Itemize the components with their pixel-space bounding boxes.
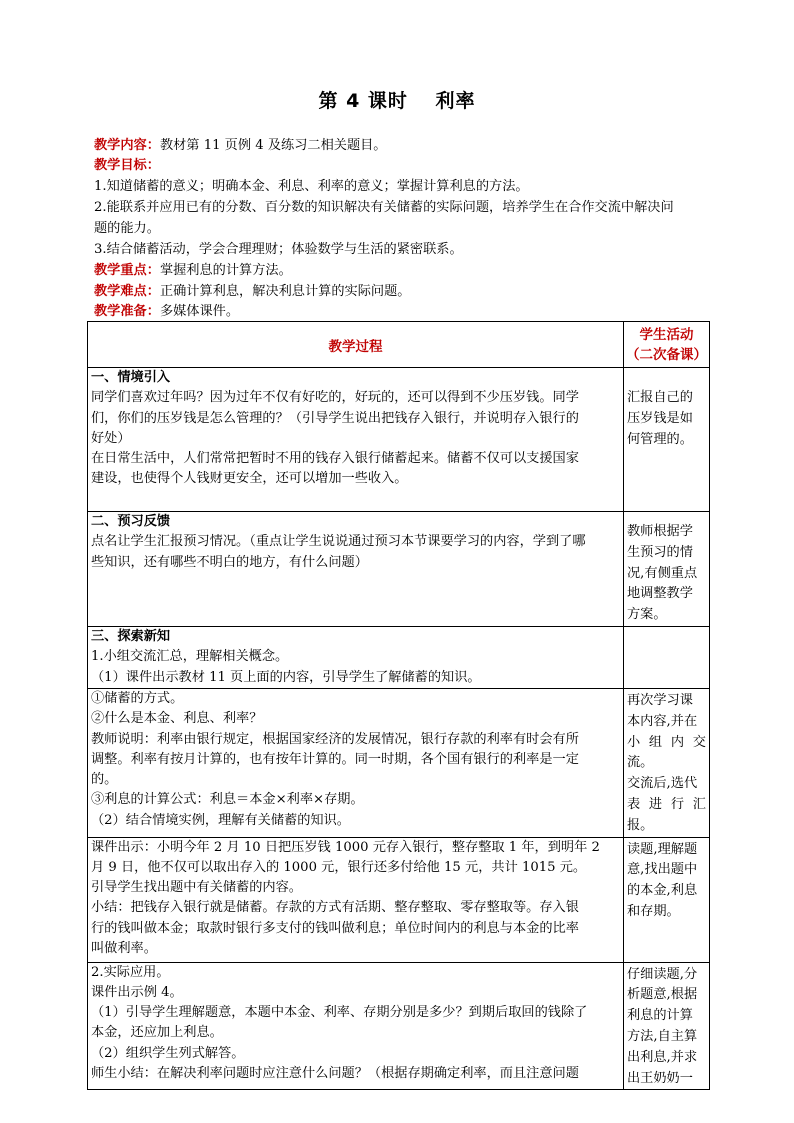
header-process: 教学过程 — [88, 322, 624, 368]
activity-line: 出利息,并求 — [627, 1049, 698, 1065]
section-3-activity-a — [624, 626, 710, 688]
goal-2a: 2.能联系并应用已有的分数、百分数的知识解决有关储蓄的实际问题，培养学生在合作交流中解决问 — [94, 200, 674, 215]
header-activity-line2: （二次备课） — [626, 346, 707, 363]
activity-line: 表进行汇报。 — [627, 796, 706, 833]
section-3-cell-c — [88, 837, 624, 962]
goal-3: 3.结合储蓄活动，学会合理理财；体验数学与生活的紧密联系。 — [94, 242, 463, 257]
section-3-activity-b — [624, 688, 710, 837]
section-1-line: 在日常生活中，人们常常把暂时不用的钱存入银行储蓄起来。储蓄不仅可以支援国家 — [91, 451, 579, 467]
activity-line: 和存期。 — [627, 903, 680, 919]
section-3-line: ②什么是本金、利息、利率？ — [91, 711, 263, 727]
table-row — [88, 962, 710, 1090]
section-2-activity — [624, 512, 710, 627]
activity-line: 小组内交流。 — [627, 734, 706, 771]
section-3-line: （1）课件出示教材 11 页上面的内容，引导学生了解储蓄的知识。 — [91, 669, 481, 685]
table-row — [88, 512, 710, 627]
activity-line: 教师根据学 — [627, 524, 693, 539]
section-3-line: （2）结合情境实例，理解有关储蓄的知识。 — [91, 812, 350, 828]
lesson-table — [87, 321, 710, 1090]
section-3-line: 教师说明：利率由银行规定，根据国家经济的发展情况，银行存款的利率有时会有所 — [91, 731, 579, 747]
section-2-line: 些知识，还有哪些不明白的地方，有什么问题） — [91, 554, 368, 570]
content-text: 教材第 11 页例 4 及练习二相关题目。 — [159, 138, 387, 153]
goals-label: 教学目标： — [94, 158, 160, 173]
activity-line: 压岁钱是如 — [627, 410, 693, 426]
activity-line: 意,找出题中 — [627, 862, 698, 878]
activity-line: 仔细读题,分 — [627, 966, 698, 982]
prep-text: 多媒体课件。 — [159, 304, 240, 319]
section-3-line: 调整。利率有按月计算的，也有按年计算的。同一时期，各个国有银行的利率是一定 — [91, 751, 579, 767]
prep-line — [94, 302, 714, 321]
section-1-heading: 一、情境引入 — [91, 370, 171, 385]
section-3-line: 月 9 日，他不仅可以取出存入的 1000 元，银行还多付给他 15 元，共计 1015 元。 — [91, 859, 587, 875]
activity-line: 何管理的。 — [627, 431, 693, 447]
prep-label: 教学准备： — [94, 304, 160, 319]
activity-line: 交流后,选代 — [627, 776, 698, 792]
section-3-line: ③利息的计算公式：利息＝本金×利率×存期。 — [91, 792, 364, 808]
difficulty-text: 正确计算利息，解决利息计算的实际问题。 — [159, 284, 411, 299]
activity-line: 方案。 — [627, 607, 667, 623]
section-3-cell-b — [88, 688, 624, 837]
key-line — [94, 261, 714, 280]
section-3-line: ①储蓄的方式。 — [91, 690, 184, 706]
section-3-line: 1.小组交流汇总，理解相关概念。 — [91, 649, 289, 665]
table-row — [88, 688, 710, 837]
header-activity-line1: 学生活动 — [639, 326, 694, 343]
section-3-line: 师生小结：在解决利率问题时应注意什么问题？（根据存期确定利率，而且注意问题 — [91, 1066, 579, 1082]
table-row — [88, 368, 710, 512]
section-2-heading: 二、预习反馈 — [91, 514, 171, 529]
activity-line: 方法,自主算 — [627, 1028, 698, 1044]
activity-line: 汇报自己的 — [627, 390, 693, 405]
section-3-cell-d — [88, 962, 624, 1090]
section-1-line: 好处） — [91, 430, 131, 446]
section-1-line: 们，你们的压岁钱是怎么管理的？（引导学生说出把钱存入银行，并说明存入银行的 — [91, 410, 579, 426]
section-3-line: 课件出示：小明今年 2 月 10 日把压岁钱 1000 元存入银行，整存整取 1 年，到明年 2 — [91, 839, 600, 855]
goal-1: 1.知道储蓄的意义；明确本金、利息、利率的意义；掌握计算利息的方法。 — [94, 179, 529, 194]
difficulty-label: 教学难点： — [94, 284, 160, 299]
table-row — [88, 626, 710, 688]
section-3-line: 的。 — [91, 772, 118, 788]
section-3-line: 小结：把钱存入银行就是储蓄。存款的方式有活期、整存整取、零存整取等。存入银 — [91, 900, 579, 916]
activity-line: 再次学习课 — [627, 692, 693, 708]
page-title: 第 4 课时 利率 — [318, 90, 476, 112]
section-3-line: （1）引导学生理解题意，本题中本金、利率、存期分别是多少？到期后取回的钱除了 — [91, 1005, 588, 1021]
section-2-cell — [88, 512, 624, 627]
key-text: 掌握利息的计算方法。 — [159, 263, 292, 278]
activity-line: 利息的计算 — [627, 1008, 693, 1024]
activity-line: 生预习的情 — [627, 544, 693, 560]
section-3-heading: 三、探索新知 — [91, 628, 171, 644]
content-label: 教学内容： — [94, 138, 160, 153]
difficulty-line — [94, 282, 714, 301]
content-line — [94, 136, 714, 155]
activity-line: 的本金,利息 — [627, 883, 698, 899]
section-3-activity-c — [624, 837, 710, 962]
section-3-line: 课件出示例 4。 — [91, 984, 183, 1000]
activity-line: 本内容,并在 — [627, 713, 698, 729]
goals-line — [94, 156, 714, 175]
activity-line: 出王奶奶一 — [627, 1070, 693, 1086]
section-1-cell — [88, 368, 624, 512]
section-3-line: 叫做利率。 — [91, 941, 157, 957]
activity-line: 况,有侧重点 — [627, 565, 698, 581]
section-1-line: 建设，也使得个人钱财更安全，还可以增加一些收入。 — [91, 471, 408, 487]
key-label: 教学重点： — [94, 263, 160, 278]
section-3-line: （2）组织学生列式解答。 — [91, 1045, 245, 1061]
section-3-line: 引导学生找出题中有关储蓄的内容。 — [91, 880, 302, 896]
goal-2b: 题的能力。 — [94, 221, 160, 236]
section-3-line: 行的钱叫做本金；取款时银行多支付的钱叫做利息；单位时间内的利息与本金的比率 — [91, 920, 579, 936]
section-3-cell-a — [88, 626, 624, 688]
activity-line: 析题意,根据 — [627, 987, 698, 1003]
section-3-line: 本金，还应加上利息。 — [91, 1025, 223, 1041]
header-activity — [624, 322, 710, 368]
section-2-line: 点名让学生汇报预习情况。（重点让学生说说通过预习本节课要学习的内容，学到了哪 — [91, 534, 586, 550]
activity-line: 读题,理解题 — [627, 841, 698, 857]
section-3-line: 2.实际应用。 — [91, 964, 170, 980]
section-1-activity — [624, 368, 710, 512]
section-1-line: 同学们喜欢过年吗？因为过年不仅有好吃的，好玩的，还可以得到不少压岁钱。同学 — [91, 390, 579, 406]
table-header-row — [88, 322, 710, 368]
activity-line: 地调整教学 — [627, 586, 693, 602]
section-3-activity-d — [624, 962, 710, 1090]
table-row — [88, 837, 710, 962]
